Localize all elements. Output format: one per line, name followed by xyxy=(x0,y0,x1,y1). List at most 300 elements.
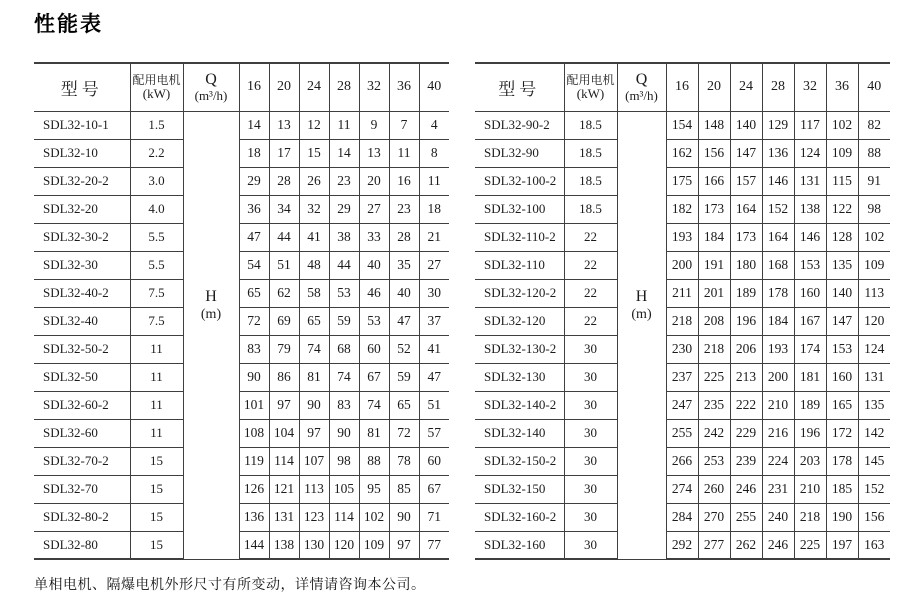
table-row xyxy=(34,167,449,195)
motor-power-cell: 30 xyxy=(564,391,617,419)
head-value-cell: 36 xyxy=(239,195,269,223)
header-row xyxy=(475,63,890,111)
head-value-cell: 145 xyxy=(858,447,890,475)
table-row xyxy=(34,363,449,391)
model-cell: SDL32-30 xyxy=(34,251,130,279)
head-value-cell: 200 xyxy=(666,251,698,279)
head-value-cell: 157 xyxy=(730,167,762,195)
head-value-cell: 246 xyxy=(730,475,762,503)
head-value-cell: 109 xyxy=(359,531,389,559)
head-value-cell: 68 xyxy=(329,335,359,363)
model-cell: SDL32-70 xyxy=(34,475,130,503)
head-value-cell: 292 xyxy=(666,531,698,559)
head-value-cell: 211 xyxy=(666,279,698,307)
model-cell: SDL32-160 xyxy=(475,531,564,559)
table-row xyxy=(475,195,890,223)
model-cell: SDL32-140 xyxy=(475,419,564,447)
head-value-cell: 142 xyxy=(858,419,890,447)
table-row xyxy=(34,223,449,251)
head-value-cell: 27 xyxy=(419,251,449,279)
head-value-cell: 148 xyxy=(698,111,730,139)
table-row xyxy=(34,419,449,447)
head-value-cell: 131 xyxy=(858,363,890,391)
head-value-cell: 114 xyxy=(269,447,299,475)
col-header-model: 型号 xyxy=(34,63,130,111)
head-value-cell: 131 xyxy=(794,167,826,195)
head-value-cell: 140 xyxy=(730,111,762,139)
page-title: 性能表 xyxy=(34,13,103,36)
head-value-cell: 105 xyxy=(329,475,359,503)
table-row xyxy=(34,391,449,419)
table-row xyxy=(34,195,449,223)
head-value-cell: 90 xyxy=(299,391,329,419)
motor-power-cell: 4.0 xyxy=(130,195,183,223)
motor-power-cell: 22 xyxy=(564,279,617,307)
head-value-cell: 172 xyxy=(826,419,858,447)
head-value-cell: 124 xyxy=(858,335,890,363)
head-value-cell: 201 xyxy=(698,279,730,307)
head-value-cell: 26 xyxy=(299,167,329,195)
head-value-cell: 11 xyxy=(419,167,449,195)
head-value-cell: 196 xyxy=(794,419,826,447)
head-value-cell: 28 xyxy=(389,223,419,251)
head-value-cell: 23 xyxy=(389,195,419,223)
performance-table-left xyxy=(34,62,449,560)
head-value-cell: 71 xyxy=(419,503,449,531)
head-value-cell: 266 xyxy=(666,447,698,475)
head-value-cell: 30 xyxy=(419,279,449,307)
motor-power-cell: 30 xyxy=(564,531,617,559)
head-value-cell: 247 xyxy=(666,391,698,419)
table-row xyxy=(475,475,890,503)
head-value-cell: 51 xyxy=(419,391,449,419)
col-header-flow-16: 16 xyxy=(239,63,269,111)
head-value-cell: 121 xyxy=(269,475,299,503)
head-value-cell: 196 xyxy=(730,307,762,335)
motor-power-cell: 15 xyxy=(130,475,183,503)
head-value-cell: 91 xyxy=(858,167,890,195)
head-value-cell: 53 xyxy=(329,279,359,307)
head-value-cell: 44 xyxy=(329,251,359,279)
model-cell: SDL32-50 xyxy=(34,363,130,391)
table-row xyxy=(34,279,449,307)
head-value-cell: 4 xyxy=(419,111,449,139)
head-value-cell: 218 xyxy=(794,503,826,531)
head-value-cell: 13 xyxy=(359,139,389,167)
model-cell: SDL32-150-2 xyxy=(475,447,564,475)
head-value-cell: 47 xyxy=(239,223,269,251)
col-header-flow-20: 20 xyxy=(269,63,299,111)
motor-power-cell: 30 xyxy=(564,363,617,391)
head-value-cell: 181 xyxy=(794,363,826,391)
motor-power-cell: 11 xyxy=(130,391,183,419)
head-value-cell: 41 xyxy=(419,335,449,363)
col-header-flow-28: 28 xyxy=(762,63,794,111)
head-value-cell: 242 xyxy=(698,419,730,447)
table-row xyxy=(475,223,890,251)
model-cell: SDL32-40 xyxy=(34,307,130,335)
head-value-cell: 74 xyxy=(359,391,389,419)
head-value-cell: 135 xyxy=(826,251,858,279)
col-header-flow-32: 32 xyxy=(359,63,389,111)
head-value-cell: 18 xyxy=(419,195,449,223)
head-unit-merged-cell xyxy=(617,111,666,559)
head-value-cell: 270 xyxy=(698,503,730,531)
head-value-cell: 74 xyxy=(329,363,359,391)
head-value-cell: 225 xyxy=(794,531,826,559)
motor-power-cell: 11 xyxy=(130,419,183,447)
head-value-cell: 255 xyxy=(666,419,698,447)
model-cell: SDL32-160-2 xyxy=(475,503,564,531)
head-value-cell: 160 xyxy=(794,279,826,307)
head-value-cell: 107 xyxy=(299,447,329,475)
head-value-cell: 197 xyxy=(826,531,858,559)
motor-unit: (kW) xyxy=(142,86,171,102)
model-cell: SDL32-10 xyxy=(34,139,130,167)
head-value-cell: 189 xyxy=(730,279,762,307)
head-value-cell: 8 xyxy=(419,139,449,167)
head-value-cell: 203 xyxy=(794,447,826,475)
head-value-cell: 237 xyxy=(666,363,698,391)
head-value-cell: 173 xyxy=(698,195,730,223)
head-value-cell: 78 xyxy=(389,447,419,475)
head-value-cell: 184 xyxy=(698,223,730,251)
motor-power-cell: 2.2 xyxy=(130,139,183,167)
head-value-cell: 178 xyxy=(826,447,858,475)
head-value-cell: 213 xyxy=(730,363,762,391)
motor-power-cell: 30 xyxy=(564,335,617,363)
head-value-cell: 162 xyxy=(666,139,698,167)
motor-power-cell: 15 xyxy=(130,531,183,559)
head-value-cell: 77 xyxy=(419,531,449,559)
head-value-cell: 147 xyxy=(826,307,858,335)
head-value-cell: 41 xyxy=(299,223,329,251)
head-value-cell: 138 xyxy=(794,195,826,223)
table-row xyxy=(475,279,890,307)
model-cell: SDL32-130 xyxy=(475,363,564,391)
head-value-cell: 175 xyxy=(666,167,698,195)
table-row xyxy=(475,307,890,335)
model-cell: SDL32-80 xyxy=(34,531,130,559)
head-value-cell: 65 xyxy=(389,391,419,419)
motor-power-cell: 5.5 xyxy=(130,223,183,251)
head-value-cell: 90 xyxy=(329,419,359,447)
head-value-cell: 57 xyxy=(419,419,449,447)
head-value-cell: 128 xyxy=(826,223,858,251)
head-value-cell: 104 xyxy=(269,419,299,447)
head-value-cell: 113 xyxy=(299,475,329,503)
head-value-cell: 173 xyxy=(730,223,762,251)
table-row xyxy=(475,167,890,195)
head-value-cell: 9 xyxy=(359,111,389,139)
head-value-cell: 246 xyxy=(762,531,794,559)
head-value-cell: 46 xyxy=(359,279,389,307)
head-value-cell: 113 xyxy=(858,279,890,307)
head-value-cell: 239 xyxy=(730,447,762,475)
model-cell: SDL32-50-2 xyxy=(34,335,130,363)
head-value-cell: 7 xyxy=(389,111,419,139)
head-value-cell: 60 xyxy=(419,447,449,475)
table-row xyxy=(475,419,890,447)
head-value-cell: 140 xyxy=(826,279,858,307)
head-value-cell: 51 xyxy=(269,251,299,279)
head-value-cell: 200 xyxy=(762,363,794,391)
model-cell: SDL32-70-2 xyxy=(34,447,130,475)
table-row xyxy=(34,531,449,559)
head-value-cell: 164 xyxy=(730,195,762,223)
table-row xyxy=(34,335,449,363)
head-value-cell: 20 xyxy=(359,167,389,195)
head-value-cell: 174 xyxy=(794,335,826,363)
head-unit-merged-cell xyxy=(183,111,239,559)
head-value-cell: 109 xyxy=(826,139,858,167)
head-value-cell: 146 xyxy=(794,223,826,251)
head-value-cell: 35 xyxy=(389,251,419,279)
flow-symbol: Q xyxy=(205,70,217,88)
head-value-cell: 253 xyxy=(698,447,730,475)
motor-power-cell: 22 xyxy=(564,251,617,279)
head-value-cell: 72 xyxy=(389,419,419,447)
table-row xyxy=(475,447,890,475)
head-value-cell: 153 xyxy=(794,251,826,279)
head-value-cell: 136 xyxy=(762,139,794,167)
model-cell: SDL32-100-2 xyxy=(475,167,564,195)
col-header-flow-36: 36 xyxy=(389,63,419,111)
col-header-flow-28: 28 xyxy=(329,63,359,111)
head-value-cell: 235 xyxy=(698,391,730,419)
head-value-cell: 28 xyxy=(269,167,299,195)
head-value-cell: 124 xyxy=(794,139,826,167)
head-value-cell: 260 xyxy=(698,475,730,503)
head-value-cell: 11 xyxy=(389,139,419,167)
head-value-cell: 210 xyxy=(762,391,794,419)
motor-power-cell: 7.5 xyxy=(130,279,183,307)
head-value-cell: 129 xyxy=(762,111,794,139)
head-value-cell: 37 xyxy=(419,307,449,335)
head-value-cell: 138 xyxy=(269,531,299,559)
head-value-cell: 79 xyxy=(269,335,299,363)
table-row xyxy=(475,503,890,531)
motor-power-cell: 18.5 xyxy=(564,167,617,195)
head-value-cell: 152 xyxy=(762,195,794,223)
head-value-cell: 182 xyxy=(666,195,698,223)
motor-power-cell: 1.5 xyxy=(130,111,183,139)
footer-note: 单相电机、隔爆电机外形尺寸有所变动，详情请咨询本公司。 xyxy=(34,578,426,593)
head-value-cell: 185 xyxy=(826,475,858,503)
table-row xyxy=(34,139,449,167)
head-value-cell: 102 xyxy=(359,503,389,531)
head-value-cell: 13 xyxy=(269,111,299,139)
head-unit-label: H (m) xyxy=(631,288,652,322)
head-value-cell: 48 xyxy=(299,251,329,279)
head-value-cell: 83 xyxy=(329,391,359,419)
motor-power-cell: 3.0 xyxy=(130,167,183,195)
model-cell: SDL32-60-2 xyxy=(34,391,130,419)
head-value-cell: 38 xyxy=(329,223,359,251)
motor-power-cell: 18.5 xyxy=(564,111,617,139)
col-header-flow-40: 40 xyxy=(858,63,890,111)
head-value-cell: 206 xyxy=(730,335,762,363)
head-value-cell: 146 xyxy=(762,167,794,195)
head-value-cell: 72 xyxy=(239,307,269,335)
head-value-cell: 136 xyxy=(239,503,269,531)
head-value-cell: 180 xyxy=(730,251,762,279)
col-header-flow-16: 16 xyxy=(666,63,698,111)
model-cell: SDL32-150 xyxy=(475,475,564,503)
head-value-cell: 52 xyxy=(389,335,419,363)
head-value-cell: 69 xyxy=(269,307,299,335)
model-cell: SDL32-120-2 xyxy=(475,279,564,307)
flow-symbol: Q xyxy=(635,70,648,88)
head-value-cell: 90 xyxy=(389,503,419,531)
table-row xyxy=(475,139,890,167)
head-value-cell: 167 xyxy=(794,307,826,335)
head-value-cell: 156 xyxy=(858,503,890,531)
head-unit-label: H (m) xyxy=(200,288,222,322)
model-cell: SDL32-140-2 xyxy=(475,391,564,419)
head-value-cell: 225 xyxy=(698,363,730,391)
head-value-cell: 97 xyxy=(299,419,329,447)
head-value-cell: 21 xyxy=(419,223,449,251)
head-value-cell: 97 xyxy=(269,391,299,419)
col-header-flow-24: 24 xyxy=(299,63,329,111)
head-value-cell: 98 xyxy=(858,195,890,223)
table-row xyxy=(475,251,890,279)
head-value-cell: 34 xyxy=(269,195,299,223)
head-value-cell: 131 xyxy=(269,503,299,531)
head-value-cell: 29 xyxy=(329,195,359,223)
model-cell: SDL32-30-2 xyxy=(34,223,130,251)
table-row xyxy=(34,111,449,139)
model-cell: SDL32-10-1 xyxy=(34,111,130,139)
head-value-cell: 83 xyxy=(239,335,269,363)
head-value-cell: 60 xyxy=(359,335,389,363)
head-value-cell: 16 xyxy=(389,167,419,195)
head-value-cell: 144 xyxy=(239,531,269,559)
head-value-cell: 23 xyxy=(329,167,359,195)
head-value-cell: 29 xyxy=(239,167,269,195)
head-value-cell: 210 xyxy=(794,475,826,503)
head-value-cell: 284 xyxy=(666,503,698,531)
head-value-cell: 160 xyxy=(826,363,858,391)
motor-power-cell: 22 xyxy=(564,307,617,335)
head-value-cell: 222 xyxy=(730,391,762,419)
head-value-cell: 231 xyxy=(762,475,794,503)
motor-power-cell: 18.5 xyxy=(564,139,617,167)
head-value-cell: 59 xyxy=(329,307,359,335)
head-value-cell: 54 xyxy=(239,251,269,279)
model-cell: SDL32-130-2 xyxy=(475,335,564,363)
head-value-cell: 81 xyxy=(299,363,329,391)
motor-unit: (kW) xyxy=(576,86,605,102)
head-value-cell: 115 xyxy=(826,167,858,195)
col-header-motor-power xyxy=(130,63,183,111)
head-value-cell: 230 xyxy=(666,335,698,363)
head-value-cell: 14 xyxy=(239,111,269,139)
col-header-flow-20: 20 xyxy=(698,63,730,111)
head-value-cell: 109 xyxy=(858,251,890,279)
head-value-cell: 98 xyxy=(329,447,359,475)
motor-power-cell: 30 xyxy=(564,503,617,531)
model-cell: SDL32-90 xyxy=(475,139,564,167)
head-value-cell: 224 xyxy=(762,447,794,475)
head-value-cell: 153 xyxy=(826,335,858,363)
head-value-cell: 126 xyxy=(239,475,269,503)
head-value-cell: 44 xyxy=(269,223,299,251)
head-value-cell: 164 xyxy=(762,223,794,251)
head-value-cell: 152 xyxy=(858,475,890,503)
motor-power-cell: 30 xyxy=(564,447,617,475)
head-value-cell: 95 xyxy=(359,475,389,503)
col-header-flow-36: 36 xyxy=(826,63,858,111)
col-header-flow-24: 24 xyxy=(730,63,762,111)
model-cell: SDL32-20-2 xyxy=(34,167,130,195)
flow-unit: (m³/h) xyxy=(194,87,228,103)
head-value-cell: 135 xyxy=(858,391,890,419)
head-value-cell: 163 xyxy=(858,531,890,559)
head-value-cell: 123 xyxy=(299,503,329,531)
model-cell: SDL32-90-2 xyxy=(475,111,564,139)
head-value-cell: 102 xyxy=(826,111,858,139)
motor-power-cell: 30 xyxy=(564,475,617,503)
head-value-cell: 218 xyxy=(698,335,730,363)
head-value-cell: 166 xyxy=(698,167,730,195)
model-cell: SDL32-120 xyxy=(475,307,564,335)
motor-power-cell: 15 xyxy=(130,447,183,475)
motor-label: 配用电机 xyxy=(566,73,615,88)
head-value-cell: 102 xyxy=(858,223,890,251)
model-cell: SDL32-40-2 xyxy=(34,279,130,307)
head-value-cell: 178 xyxy=(762,279,794,307)
table-row xyxy=(475,531,890,559)
head-value-cell: 58 xyxy=(299,279,329,307)
head-value-cell: 189 xyxy=(794,391,826,419)
head-value-cell: 65 xyxy=(239,279,269,307)
col-header-model: 型号 xyxy=(475,63,564,111)
model-cell: SDL32-20 xyxy=(34,195,130,223)
col-header-flow xyxy=(183,63,239,111)
performance-table-right xyxy=(475,62,890,560)
head-value-cell: 193 xyxy=(666,223,698,251)
head-value-cell: 274 xyxy=(666,475,698,503)
motor-power-cell: 7.5 xyxy=(130,307,183,335)
head-value-cell: 120 xyxy=(858,307,890,335)
col-header-flow-32: 32 xyxy=(794,63,826,111)
col-header-motor-power xyxy=(564,63,617,111)
head-value-cell: 62 xyxy=(269,279,299,307)
motor-label: 配用电机 xyxy=(132,73,181,88)
table-row xyxy=(34,251,449,279)
head-value-cell: 240 xyxy=(762,503,794,531)
head-value-cell: 114 xyxy=(329,503,359,531)
head-value-cell: 47 xyxy=(419,363,449,391)
table-row xyxy=(34,447,449,475)
head-value-cell: 101 xyxy=(239,391,269,419)
head-value-cell: 190 xyxy=(826,503,858,531)
head-value-cell: 67 xyxy=(359,363,389,391)
head-value-cell: 33 xyxy=(359,223,389,251)
model-cell: SDL32-110-2 xyxy=(475,223,564,251)
head-value-cell: 154 xyxy=(666,111,698,139)
model-cell: SDL32-60 xyxy=(34,419,130,447)
head-value-cell: 17 xyxy=(269,139,299,167)
head-value-cell: 191 xyxy=(698,251,730,279)
head-value-cell: 85 xyxy=(389,475,419,503)
motor-power-cell: 5.5 xyxy=(130,251,183,279)
head-value-cell: 18 xyxy=(239,139,269,167)
head-value-cell: 90 xyxy=(239,363,269,391)
table-row xyxy=(34,475,449,503)
